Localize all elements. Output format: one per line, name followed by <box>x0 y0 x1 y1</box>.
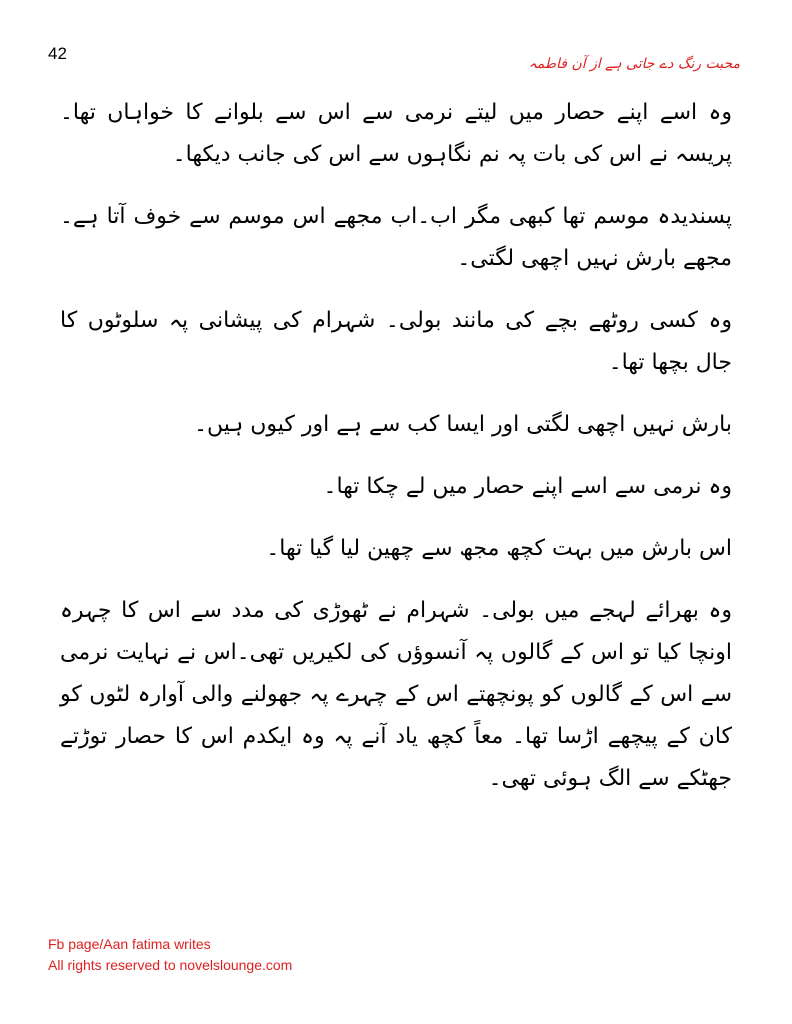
footer <box>48 934 292 976</box>
paragraph: اس بارش میں بہت کچھ مجھ سے چھین لیا گیا تھا۔ <box>266 536 732 561</box>
paragraph: وہ کسی روٹھے بچے کی مانند بولی۔ شہرام کی پیشانی پہ سلوٹوں کا جال بچھا تھا۔ <box>60 308 732 375</box>
paragraph: بارش نہیں اچھی لگتی اور ایسا کب سے ہے اور کیوں ہیں۔ <box>194 412 732 437</box>
page-number: 42 <box>48 44 67 63</box>
paragraph: وہ اسے اپنے حصار میں لیتے نرمی سے اس سے بلوانے کا خواہاں تھا۔ پریسہ نے اس کی بات پہ نم نگاہوں سے اس کی جانب دیکھا۔ <box>60 100 732 167</box>
paragraph: وہ بھرائے لہجے میں بولی۔ شہرام نے ٹھوڑی کی مدد سے اس کا چہرہ اونچا کیا تو اس کے گالوں پہ آنسوؤں کی لکیریں تھی۔اس نے نہایت نرمی سے اس کے گالوں کو پونچھتے اس کے چہرے پہ جھولنے والی آوارہ لٹوں کو کان کے پیچھے اڑسا تھا۔ معاً کچھ یاد آنے پہ وہ ایکدم اس کا حصار توڑتے جھٹکے سے الگ ہوئی تھی۔ <box>60 598 732 791</box>
paragraph: وہ نرمی سے اسے اپنے حصار میں لے چکا تھا۔ <box>323 474 732 499</box>
footer-fb-page: Fb page/Aan fatima writes <box>48 936 211 952</box>
header-title: محبت رنگ دے جاتی ہے از آن فاطمہ <box>528 56 740 72</box>
footer-rights: All rights reserved to novelslounge.com <box>48 957 293 973</box>
paragraph: پسندیدہ موسم تھا کبھی مگر اب۔اب مجھے اس موسم سے خوف آتا ہے۔ مجھے بارش نہیں اچھی لگتی۔ <box>60 204 732 271</box>
body-text <box>60 92 732 820</box>
